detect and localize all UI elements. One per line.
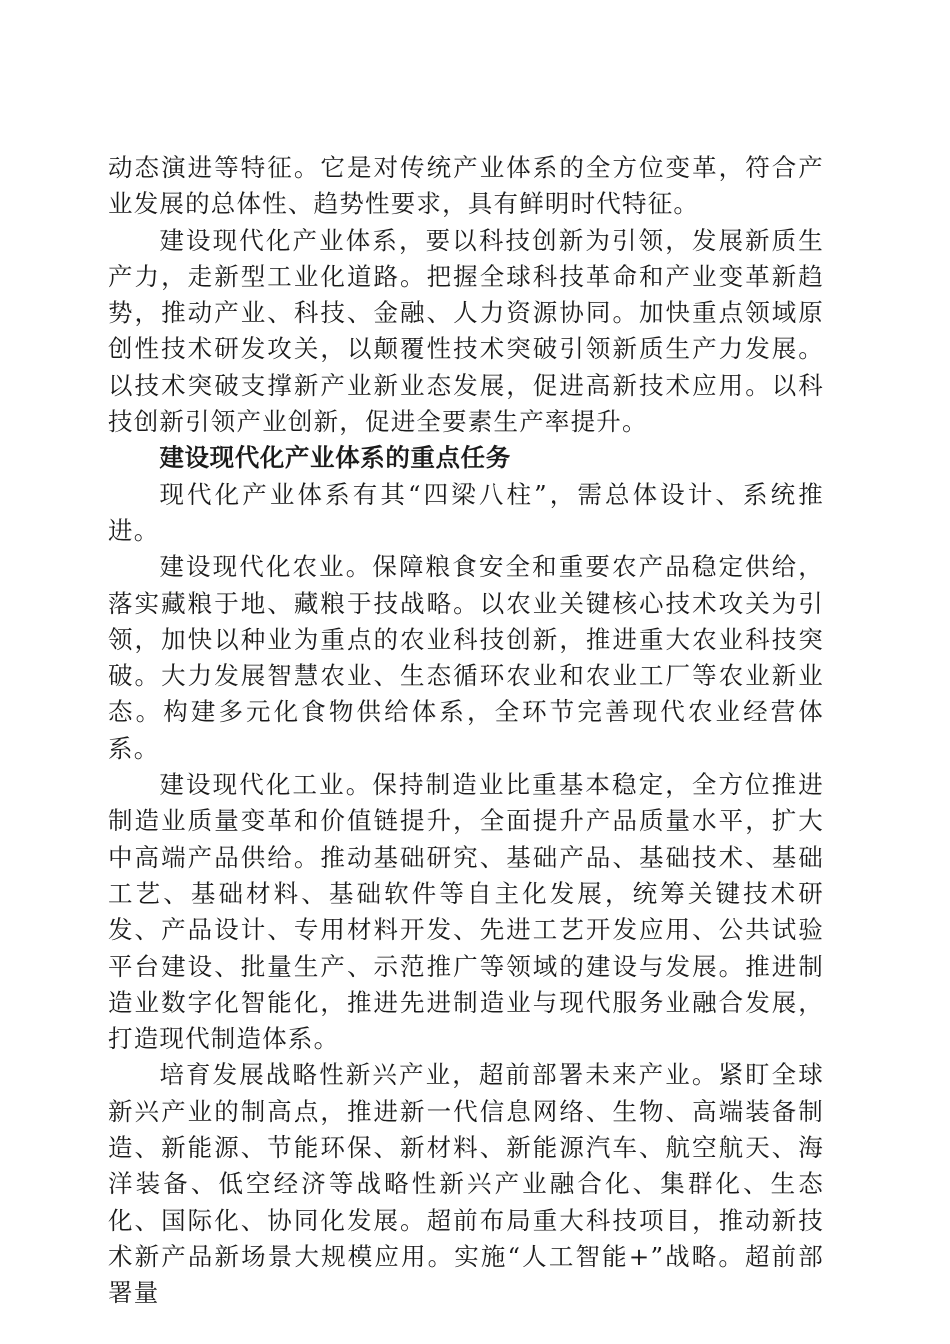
paragraph-emerging-industries: 培育发展战略性新兴产业，超前部署未来产业。紧盯全球新兴产业的制高点，推进新一代信息网络、生物、高端装备制造、新能源、节能环保、新材料、新能源汽车、航空航天、海洋装备、低空经济等战略性新兴产业融合化、集群化、生态化、国际化、协同化发展。超前布局重大科技项目，推动新技术新产品新场景大规模应用。实施“人工智能+”战略。超前部署量 [108,1060,824,1308]
document-page [108,150,824,1312]
paragraph-intro-continued: 动态演进等特征。它是对传统产业体系的全方位变革，符合产业发展的总体性、趋势性要求，具有鲜明时代特征。 [108,153,824,219]
paragraph-tech-innovation: 建设现代化产业体系，要以科技创新为引领，发展新质生产力，走新型工业化道路。把握全球科技革命和产业变革新趋势，推动产业、科技、金融、人力资源协同。加快重点领域原创性技术研发攻关，以颠覆性技术突破引领新质生产力发展。以技术突破支撑新产业新业态发展，促进高新技术应用。以科技创新引领产业创新，促进全要素生产率提升。 [108,225,824,437]
paragraph-modern-industry: 建设现代化工业。保持制造业比重基本稳定，全方位推进制造业质量变革和价值链提升，全面提升产品质量水平，扩大中高端产品供给。推动基础研究、基础产品、基础技术、基础工艺、基础材料、基础软件等自主化发展，统筹关键技术研发、产品设计、专用材料开发、先进工艺开发应用、公共试验平台建设、批量生产、示范推广等领域的建设与发展。推进制造业数字化智能化，推进先进制造业与现代服务业融合发展，打造现代制造体系。 [108,770,824,1054]
paragraph-modern-agriculture: 建设现代化农业。保障粮食安全和重要农产品稳定供给，落实藏粮于地、藏粮于技战略。以农业关键核心技术攻关为引领，加快以种业为重点的农业科技创新，推进重大农业科技突破。大力发展智慧农业、生态循环农业和农业工厂等农业新业态。构建多元化食物供给体系，全环节完善现代农业经营体系。 [108,552,824,763]
section-heading-key-tasks: 建设现代化产业体系的重点任务 [159,443,511,473]
paragraph-four-beams: 现代化产业体系有其“四梁八柱”，需总体设计、系统推进。 [108,479,824,545]
